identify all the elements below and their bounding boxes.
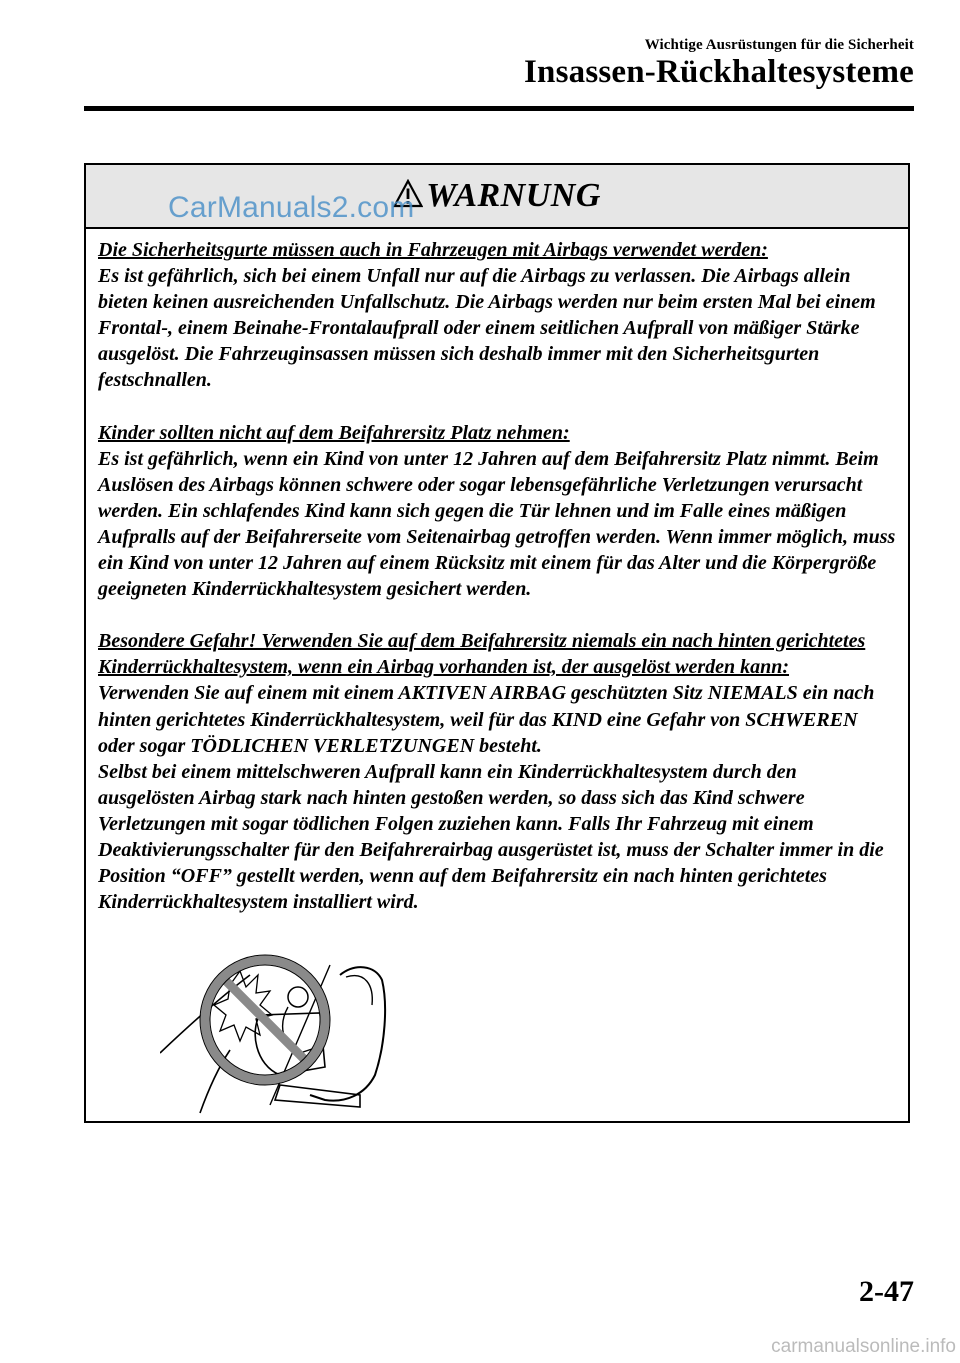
warning-header bbox=[86, 165, 908, 229]
warning-section bbox=[98, 420, 896, 603]
watermark: CarManuals2.com bbox=[168, 191, 415, 224]
warning-section bbox=[98, 237, 896, 394]
section-text: Es ist gefährlich, wenn ein Kind von unter 12 Jahren auf dem Beifahrersitz Platz nimmt. Beim Auslösen des Airbags können schwere oder sogar lebensgefährliche Verletzungen verursacht werden. Ein schlafendes Kind kann sich gegen die Tür lehnen und im Falle eines mäßigen Aufpralls auf der Beifahrerseite vom Seitenairbag getroffen werden. Wenn immer möglich, muss ein Kind von unter 12 Jahren auf einem Rücksitz mit einem für das Alter und die Körpergröße geeigneten Kinderrückhaltesystem gesichert werden. bbox=[98, 447, 896, 601]
warning-box bbox=[84, 163, 910, 1123]
section-heading: Kinder sollten nicht auf dem Beifahrersitz Platz nehmen: bbox=[98, 421, 570, 444]
section-text: Es ist gefährlich, sich bei einem Unfall nur auf die Airbags zu verlassen. Die Airbags allein bieten keinen ausreichenden Unfallschutz. Die Airbags werden nur beim ersten Mal bei einem Frontal-, einem Beinahe-Frontalaufprall oder einem seitlichen Aufprall von mäßiger Stärke ausgelöst. Die Fahrzeuginsassen müssen sich deshalb immer mit den Sicherheitsgurten festschnallen. bbox=[98, 265, 876, 392]
warning-body bbox=[86, 229, 908, 915]
prohibited-rear-facing-child-seat-icon bbox=[160, 935, 400, 1115]
page-title: Insassen-Rückhaltesysteme bbox=[523, 54, 914, 90]
warning-title: WARNUNG bbox=[426, 177, 601, 214]
warning-section bbox=[98, 628, 896, 915]
section-text: Verwenden Sie auf einem mit einem AKTIVEN AIRBAG geschützten Sitz NIEMALS ein nach hinten gerichtetes Kinderrückhaltesystem, weil für das KIND eine Gefahr von SCHWEREN oder sogar TÖDLICHEN VERLETZUNGEN besteht. Selbst bei einem mittelschweren Aufprall kann ein Kinderrückhaltesystem durch den ausgelösten Airbag stark nach hinten gestoßen werden, so dass sich das Kind schwere Verletzungen mit sogar tödlichen Folgen zuziehen kann. Falls Ihr Fahrzeug mit einem Deaktivierungsschalter für den Beifahrerairbag ausgerüstet ist, muss der Schalter immer in die Position “OFF” gestellt werden, wenn auf dem Beifahrersitz ein nach hinten gerichtetes Kinderrückhaltesystem installiert wird. bbox=[98, 682, 884, 914]
section-heading: Besondere Gefahr! Verwenden Sie auf dem Beifahrersitz niemals ein nach hinten gerichtetes Kinderrückhaltesystem, wenn ein Airbag vorhanden ist, der ausgelöst werden kann: bbox=[98, 630, 866, 679]
footer-url[interactable]: carmanualsonline.info bbox=[771, 1336, 956, 1357]
section-subtitle: Wichtige Ausrüstungen für die Sicherheit bbox=[644, 37, 914, 53]
page-number: 2-47 bbox=[859, 1275, 914, 1308]
header-rule bbox=[84, 106, 914, 111]
section-heading: Die Sicherheitsgurte müssen auch in Fahrzeugen mit Airbags verwendet werden: bbox=[98, 239, 768, 261]
